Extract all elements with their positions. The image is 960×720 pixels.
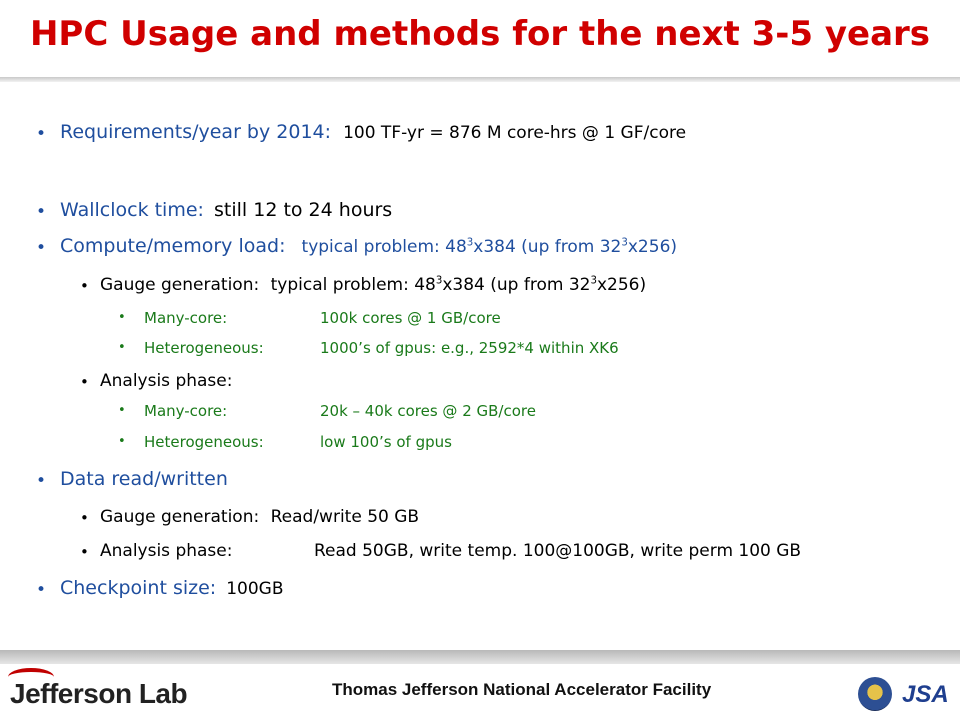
doe-seal-icon <box>858 677 892 711</box>
bullet-analysis <box>100 371 232 391</box>
analysis-hetero-label: Heterogeneous: <box>144 433 264 451</box>
gauge-sup-a: 3 <box>435 275 443 287</box>
bullet-analysis-manycore <box>144 402 536 420</box>
gauge-value-c: x256) <box>596 275 647 295</box>
data-analysis-label: Analysis phase: <box>100 541 233 561</box>
compute-sup-b: 3 <box>621 237 628 249</box>
slide-title: HPC Usage and methods for the next 3-5 years <box>29 14 931 54</box>
gauge-value <box>271 275 646 295</box>
facility-name: Thomas Jefferson National Accelerator Facility <box>332 680 712 699</box>
bullet-dot: • <box>80 543 89 561</box>
bullet-checkpoint <box>60 577 284 599</box>
data-analysis-value: Read 50GB, write temp. 100@100GB, write perm 100 GB <box>314 541 802 561</box>
footer-divider <box>0 650 960 664</box>
gauge-value-b: x384 (up from 32 <box>442 275 591 295</box>
gauge-manycore-label: Many-core: <box>144 309 228 327</box>
data-gauge-label: Gauge generation: <box>100 507 260 527</box>
wallclock-value: still 12 to 24 hours <box>214 199 393 221</box>
gauge-manycore-value: 100k cores @ 1 GB/core <box>320 309 501 327</box>
bullet-requirements <box>60 121 686 143</box>
bullet-wallclock <box>60 199 392 221</box>
gauge-label: Gauge generation: <box>100 275 260 295</box>
bullet-compute <box>60 235 677 257</box>
bullet-gauge <box>100 275 646 295</box>
analysis-label: Analysis phase: <box>100 371 233 391</box>
bullet-dot: • <box>118 340 126 355</box>
bullet-dot: • <box>80 373 89 391</box>
wallclock-label: Wallclock time: <box>60 199 204 221</box>
bullet-dot: • <box>118 310 126 325</box>
compute-value-a: typical problem: 48 <box>301 237 467 257</box>
compute-value-b: x384 (up from 32 <box>473 237 622 257</box>
gauge-hetero-label: Heterogeneous: <box>144 339 264 357</box>
bullet-dot: • <box>36 580 47 600</box>
compute-label: Compute/memory load: <box>60 235 286 257</box>
bullet-dot: • <box>36 124 47 144</box>
bullet-data <box>60 468 228 490</box>
checkpoint-label: Checkpoint size: <box>60 577 217 599</box>
analysis-manycore-label: Many-core: <box>144 402 228 420</box>
gauge-value-a: typical problem: 48 <box>270 275 436 295</box>
bullet-gauge-manycore <box>144 309 501 327</box>
bullet-dot: • <box>118 434 126 449</box>
gauge-hetero-value: 1000’s of gpus: e.g., 2592*4 within XK6 <box>320 339 619 357</box>
analysis-manycore-value: 20k – 40k cores @ 2 GB/core <box>320 402 536 420</box>
requirements-label: Requirements/year by 2014: <box>60 121 332 143</box>
compute-value-c: x256) <box>627 237 678 257</box>
compute-value <box>302 237 677 257</box>
bullet-dot: • <box>118 403 126 418</box>
jsa-logo: JSA <box>902 681 949 708</box>
bullet-data-gauge <box>100 507 419 527</box>
analysis-hetero-value: low 100’s of gpus <box>320 433 452 451</box>
bullet-dot: • <box>36 471 47 491</box>
jefferson-lab-logo: Jefferson Lab <box>10 678 188 709</box>
compute-sup-a: 3 <box>466 237 474 249</box>
bullet-gauge-hetero <box>144 339 619 357</box>
data-gauge-value: Read/write 50 GB <box>270 507 420 527</box>
bullet-dot: • <box>36 202 47 222</box>
bullet-dot: • <box>80 277 89 295</box>
bullet-dot: • <box>80 509 89 527</box>
checkpoint-value: 100GB <box>226 579 284 599</box>
bullet-data-analysis <box>100 541 801 561</box>
bullet-dot: • <box>36 238 47 258</box>
gauge-sup-b: 3 <box>590 275 597 287</box>
bullet-analysis-hetero <box>144 433 452 451</box>
requirements-value: 100 TF-yr = 876 M core-hrs @ 1 GF/core <box>343 123 687 143</box>
data-label: Data read/written <box>60 468 228 490</box>
